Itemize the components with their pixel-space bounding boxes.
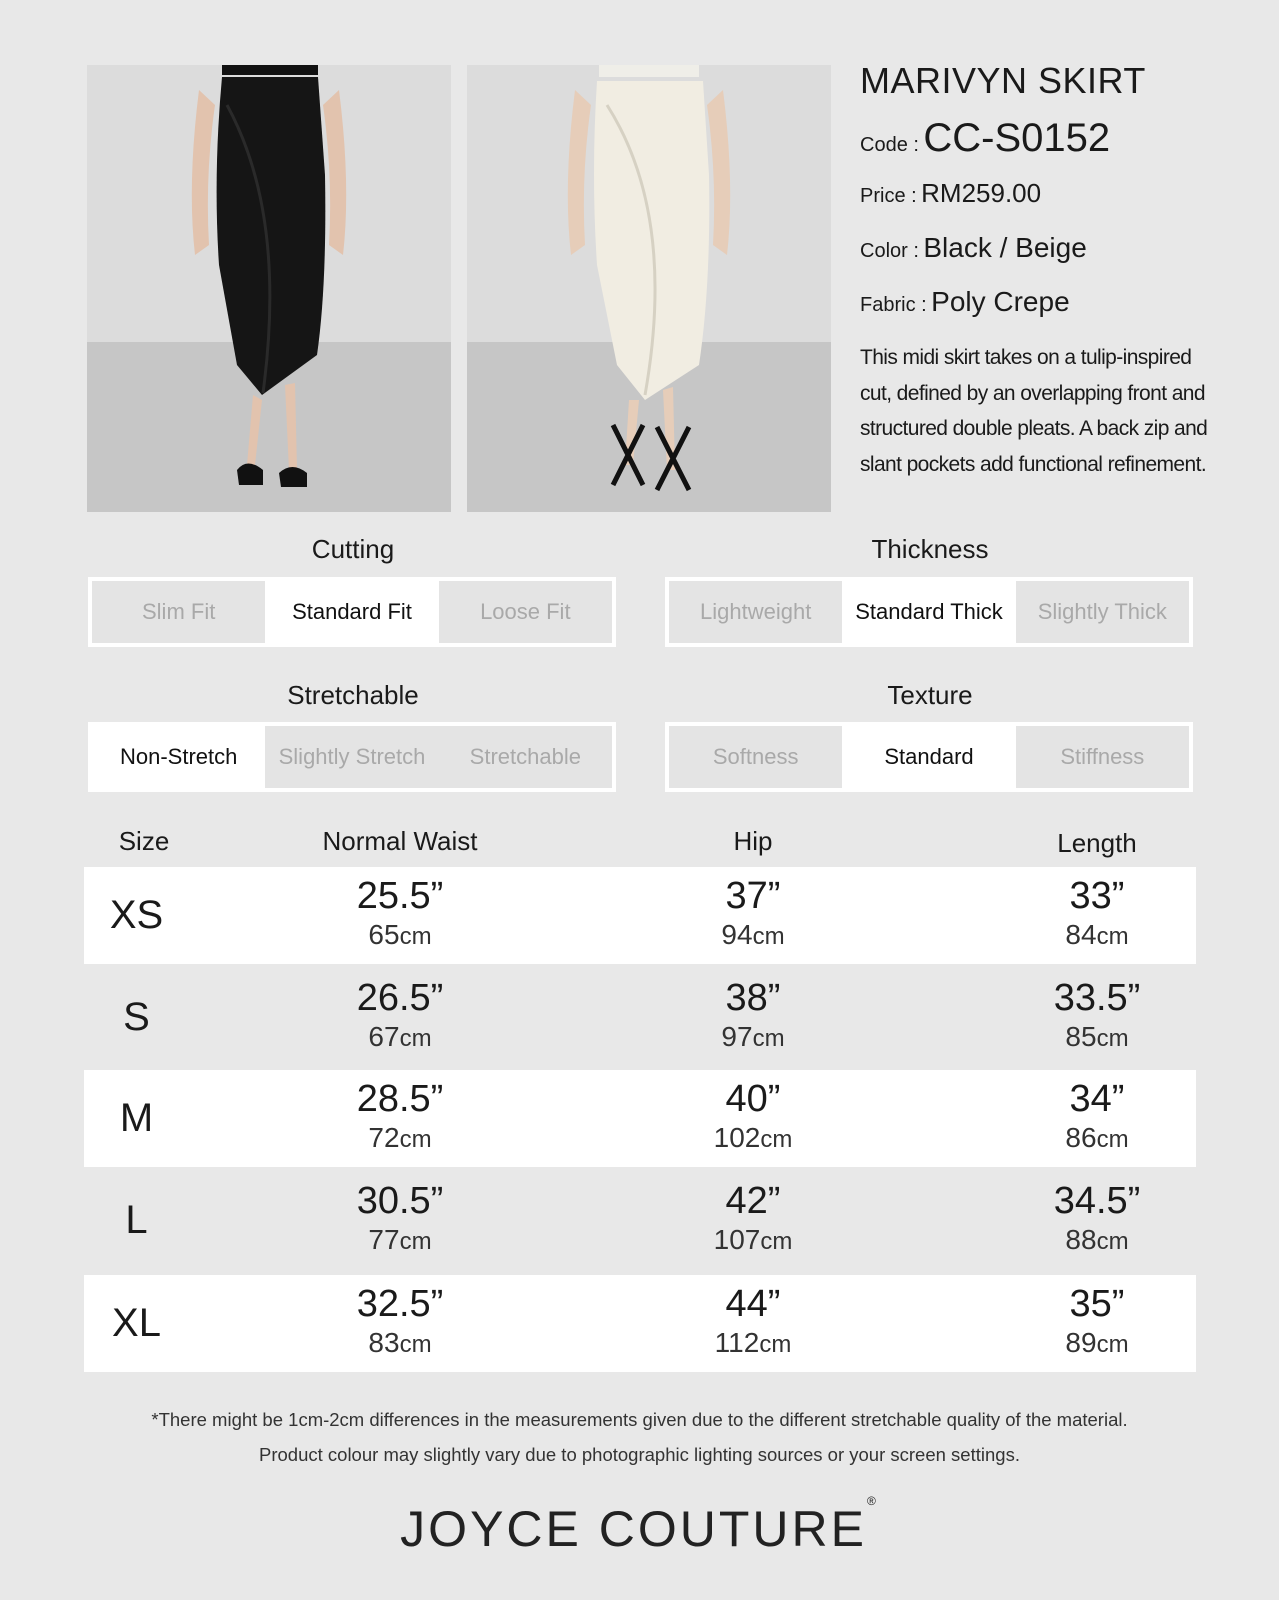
cm-unit: cm — [760, 1228, 793, 1255]
product-description: This midi skirt takes on a tulip-inspired cut, defined by an overlapping front and structured double pleats. A back zip and slant pockets add functional refinement. — [860, 346, 1208, 476]
measurement-note: *There might be 1cm-2cm differences in the measurements given due to the different stretchable quality of the material. — [151, 1409, 1128, 1430]
cm-unit: cm — [399, 1126, 432, 1153]
hip-inches: 40” — [725, 1078, 781, 1120]
header-length: Length — [1057, 828, 1137, 858]
length-inches: 34.5” — [1053, 1180, 1141, 1222]
cutting-options — [88, 577, 616, 647]
cm-unit: cm — [759, 1331, 792, 1358]
size-label: S — [123, 995, 150, 1039]
table-row — [84, 969, 1196, 1066]
cm-unit: cm — [1096, 1331, 1129, 1358]
waist-inches: 26.5” — [356, 977, 444, 1019]
product-info — [860, 60, 1210, 476]
cutting-option: Slim Fit — [92, 581, 265, 643]
waist-cm: 83 — [368, 1327, 400, 1358]
thickness-option: Standard Thick — [842, 581, 1015, 643]
product-color: Black / Beige — [923, 232, 1087, 263]
fabric-label: Fabric : — [860, 294, 927, 316]
price-label: Price : — [860, 185, 917, 207]
brand-name: JOYCE COUTURE — [400, 1501, 867, 1557]
cm-unit: cm — [752, 923, 785, 950]
product-photo-beige — [467, 65, 831, 512]
product-photo-black — [87, 65, 451, 512]
thickness-option: Lightweight — [669, 581, 842, 643]
cm-unit: cm — [1096, 1228, 1129, 1255]
cm-unit: cm — [1096, 1025, 1129, 1052]
hip-inches: 38” — [725, 977, 781, 1019]
cm-unit: cm — [399, 923, 432, 950]
table-row — [84, 1172, 1196, 1269]
cutting-option: Loose Fit — [439, 581, 612, 643]
product-price-row — [860, 178, 1041, 209]
hip-cm: 94 — [721, 919, 753, 950]
texture-options — [665, 722, 1193, 792]
color-label: Color : — [860, 240, 919, 262]
size-label: XS — [109, 893, 164, 937]
waist-inches: 25.5” — [356, 875, 444, 917]
waist-inches: 32.5” — [356, 1283, 444, 1325]
stretchable-option: Stretchable — [439, 726, 612, 788]
size-label: L — [125, 1198, 148, 1242]
product-fabric-row — [860, 286, 1070, 318]
stretchable-options — [88, 722, 616, 792]
brand-logo — [0, 1494, 1279, 1558]
cm-unit: cm — [760, 1126, 793, 1153]
header-size: Size — [118, 826, 170, 856]
table-row — [84, 867, 1196, 964]
cm-unit: cm — [752, 1025, 785, 1052]
product-price: RM259.00 — [921, 178, 1042, 208]
product-code: CC-S0152 — [923, 116, 1111, 160]
thickness-title: Thickness — [871, 534, 989, 564]
cm-unit: cm — [399, 1025, 432, 1052]
cm-unit: cm — [1096, 923, 1129, 950]
length-cm: 89 — [1065, 1327, 1097, 1358]
thickness-option: Slightly Thick — [1016, 581, 1189, 643]
waist-inches: 30.5” — [356, 1180, 444, 1222]
hip-inches: 44” — [725, 1283, 781, 1325]
waist-cm: 72 — [368, 1122, 400, 1153]
length-cm: 85 — [1065, 1021, 1097, 1052]
length-inches: 33” — [1069, 875, 1125, 917]
length-inches: 33.5” — [1053, 977, 1141, 1019]
cm-unit: cm — [399, 1228, 432, 1255]
cm-unit: cm — [1096, 1126, 1129, 1153]
waist-cm: 67 — [368, 1021, 400, 1052]
cm-unit: cm — [399, 1331, 432, 1358]
stretchable-title: Stretchable — [287, 680, 419, 710]
size-label: M — [119, 1096, 154, 1140]
colour-note: Product colour may slightly vary due to photographic lighting sources or your screen settings. — [259, 1444, 1020, 1465]
stretchable-option: Non-Stretch — [92, 726, 265, 788]
hip-inches: 37” — [725, 875, 781, 917]
length-cm: 84 — [1065, 919, 1097, 950]
waist-cm: 77 — [368, 1224, 400, 1255]
header-waist: Normal Waist — [322, 826, 478, 856]
hip-cm: 102 — [713, 1122, 761, 1153]
length-cm: 86 — [1065, 1122, 1097, 1153]
length-cm: 88 — [1065, 1224, 1097, 1255]
cutting-title: Cutting — [311, 534, 395, 564]
product-title: MARIVYN SKIRT — [860, 60, 1146, 101]
texture-title: Texture — [887, 680, 973, 710]
texture-option: Stiffness — [1016, 726, 1189, 788]
table-row — [84, 1275, 1196, 1372]
table-row — [84, 1070, 1196, 1167]
product-color-row — [860, 232, 1087, 264]
waist-inches: 28.5” — [356, 1078, 444, 1120]
registered-mark: ® — [866, 1494, 879, 1508]
hip-cm: 112 — [714, 1327, 760, 1358]
hip-inches: 42” — [725, 1180, 781, 1222]
beige-skirt-illustration — [467, 65, 831, 512]
waist-cm: 65 — [368, 919, 400, 950]
thickness-options — [665, 577, 1193, 647]
product-fabric: Poly Crepe — [931, 286, 1070, 317]
product-code-row — [860, 116, 1110, 161]
cutting-option: Standard Fit — [265, 581, 438, 643]
size-label: XL — [112, 1301, 161, 1345]
texture-option: Softness — [669, 726, 842, 788]
black-skirt-illustration — [87, 65, 451, 512]
header-hip: Hip — [733, 826, 773, 856]
length-inches: 34” — [1069, 1078, 1125, 1120]
stretchable-option: Slightly Stretch — [265, 726, 438, 788]
code-label: Code : — [860, 134, 919, 156]
length-inches: 35” — [1069, 1283, 1125, 1325]
texture-option: Standard — [842, 726, 1015, 788]
hip-cm: 107 — [713, 1224, 761, 1255]
hip-cm: 97 — [721, 1021, 753, 1052]
